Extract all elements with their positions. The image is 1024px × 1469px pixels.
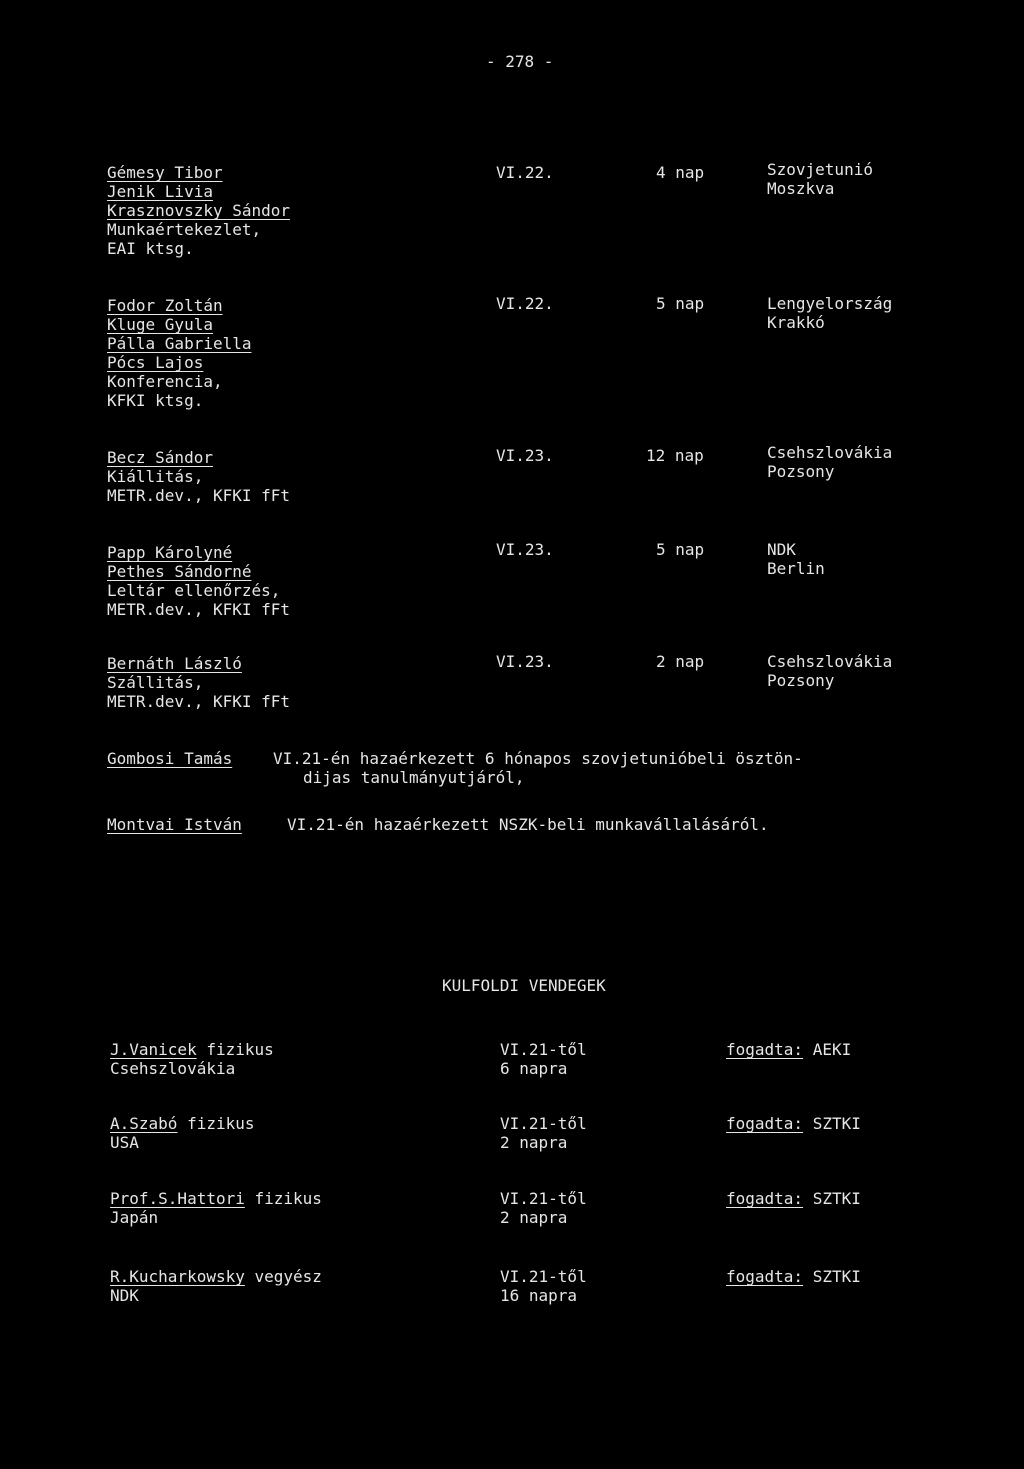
trip-3-participants <box>107 448 290 505</box>
host-label: fogadta: <box>726 1040 804 1059</box>
guest-role: fizikus <box>254 1189 322 1208</box>
guest-3-host <box>726 1189 861 1208</box>
guest-1 <box>110 1040 274 1078</box>
return-1-name: Gombosi Tamás <box>107 749 233 768</box>
guest-country: Japán <box>110 1208 159 1227</box>
trip-2-destination <box>767 294 892 332</box>
destination-city: Krakkó <box>767 313 825 332</box>
trip-purpose: Leltár ellenőrzés, <box>107 581 281 600</box>
trip-5-duration: 2 nap <box>656 652 705 671</box>
guest-2-stay <box>500 1114 587 1152</box>
host-label: fogadta: <box>726 1189 804 1208</box>
participant-name: Becz Sándor <box>107 448 213 467</box>
participant-name: Pethes Sándorné <box>107 562 252 581</box>
guest-3 <box>110 1189 322 1227</box>
guest-2-host <box>726 1114 861 1133</box>
trip-cost: KFKI ktsg. <box>107 391 204 410</box>
trip-purpose: Munkaértekezlet, <box>107 220 262 239</box>
host-institute: SZTKI <box>812 1114 861 1133</box>
guest-3-stay <box>500 1189 587 1227</box>
guest-1-host <box>726 1040 851 1059</box>
trip-3-date: VI.23. <box>496 446 554 465</box>
destination-country: Csehszlovákia <box>767 443 893 462</box>
return-text-line: dijas tanulmányutjáról, <box>303 768 525 787</box>
destination-city: Berlin <box>767 559 825 578</box>
trip-5-date: VI.23. <box>496 652 554 671</box>
participant-name: Fodor Zoltán <box>107 296 223 315</box>
guest-2 <box>110 1114 255 1152</box>
trip-5-destination <box>767 652 892 690</box>
return-2-name: Montvai István <box>107 815 242 834</box>
page-number: - 278 - <box>486 52 554 71</box>
trip-3-destination <box>767 443 892 481</box>
trip-4-destination <box>767 540 825 578</box>
trip-purpose: Konferencia, <box>107 372 223 391</box>
participant-name: Bernáth László <box>107 654 242 673</box>
host-institute: SZTKI <box>812 1267 861 1286</box>
guest-4 <box>110 1267 322 1305</box>
guest-date: VI.21-től <box>500 1189 587 1208</box>
guest-name: Prof.S.Hattori <box>110 1189 245 1208</box>
guest-1-stay <box>500 1040 587 1078</box>
guest-role: fizikus <box>206 1040 274 1059</box>
destination-city: Moszkva <box>767 179 835 198</box>
destination-country: Lengyelország <box>767 294 893 313</box>
trip-cost: EAI ktsg. <box>107 239 194 258</box>
host-label: fogadta: <box>726 1114 804 1133</box>
destination-city: Pozsony <box>767 671 835 690</box>
participant-name: Papp Károlyné <box>107 543 233 562</box>
trip-5-participants <box>107 654 290 711</box>
guests-heading: KULFOLDI VENDEGEK <box>442 976 606 995</box>
destination-country: NDK <box>767 540 796 559</box>
guest-4-host <box>726 1267 861 1286</box>
guest-country: USA <box>110 1133 139 1152</box>
trip-2-date: VI.22. <box>496 294 554 313</box>
guest-date: VI.21-től <box>500 1267 587 1286</box>
trip-1-participants <box>107 163 290 258</box>
return-2-text: VI.21-én hazaérkezett NSZK-beli munkavállalásáról. <box>287 815 769 834</box>
trip-2-participants <box>107 296 252 410</box>
destination-country: Csehszlovákia <box>767 652 893 671</box>
participant-name: Pócs Lajos <box>107 353 204 372</box>
guest-duration: 2 napra <box>500 1133 568 1152</box>
participant-name: Kluge Gyula <box>107 315 213 334</box>
guest-role: fizikus <box>187 1114 255 1133</box>
trip-1-duration: 4 nap <box>656 163 705 182</box>
destination-city: Pozsony <box>767 462 835 481</box>
trip-2-duration: 5 nap <box>656 294 705 313</box>
trip-purpose: Kiállitás, <box>107 467 204 486</box>
trip-cost: METR.dev., KFKI fFt <box>107 486 291 505</box>
host-institute: SZTKI <box>812 1189 861 1208</box>
trip-4-duration: 5 nap <box>656 540 705 559</box>
return-text-line: VI.21-én hazaérkezett 6 hónapos szovjetunióbeli ösztön- <box>273 749 803 768</box>
guest-name: A.Szabó <box>110 1114 178 1133</box>
guest-name: J.Vanicek <box>110 1040 197 1059</box>
trip-purpose: Szállitás, <box>107 673 204 692</box>
guest-date: VI.21-től <box>500 1040 587 1059</box>
trip-1-date: VI.22. <box>496 163 554 182</box>
trip-4-participants <box>107 543 290 619</box>
host-label: fogadta: <box>726 1267 804 1286</box>
participant-name: Gémesy Tibor <box>107 163 223 182</box>
participant-name: Krasznovszky Sándor <box>107 201 291 220</box>
trip-4-date: VI.23. <box>496 540 554 559</box>
destination-country: Szovjetunió <box>767 160 873 179</box>
guest-country: Csehszlovákia <box>110 1059 236 1078</box>
trip-cost: METR.dev., KFKI fFt <box>107 600 291 619</box>
guest-country: NDK <box>110 1286 139 1305</box>
trip-cost: METR.dev., KFKI fFt <box>107 692 291 711</box>
guest-date: VI.21-től <box>500 1114 587 1133</box>
guest-role: vegyész <box>254 1267 322 1286</box>
guest-4-stay <box>500 1267 587 1305</box>
participant-name: Pálla Gabriella <box>107 334 252 353</box>
guest-duration: 2 napra <box>500 1208 568 1227</box>
guest-name: R.Kucharkowsky <box>110 1267 245 1286</box>
trip-3-duration: 12 nap <box>646 446 704 465</box>
return-1-text <box>273 749 803 787</box>
trip-1-destination <box>767 160 873 198</box>
guest-duration: 6 napra <box>500 1059 568 1078</box>
host-institute: AEKI <box>812 1040 852 1059</box>
guest-duration: 16 napra <box>500 1286 578 1305</box>
participant-name: Jenik Livia <box>107 182 213 201</box>
